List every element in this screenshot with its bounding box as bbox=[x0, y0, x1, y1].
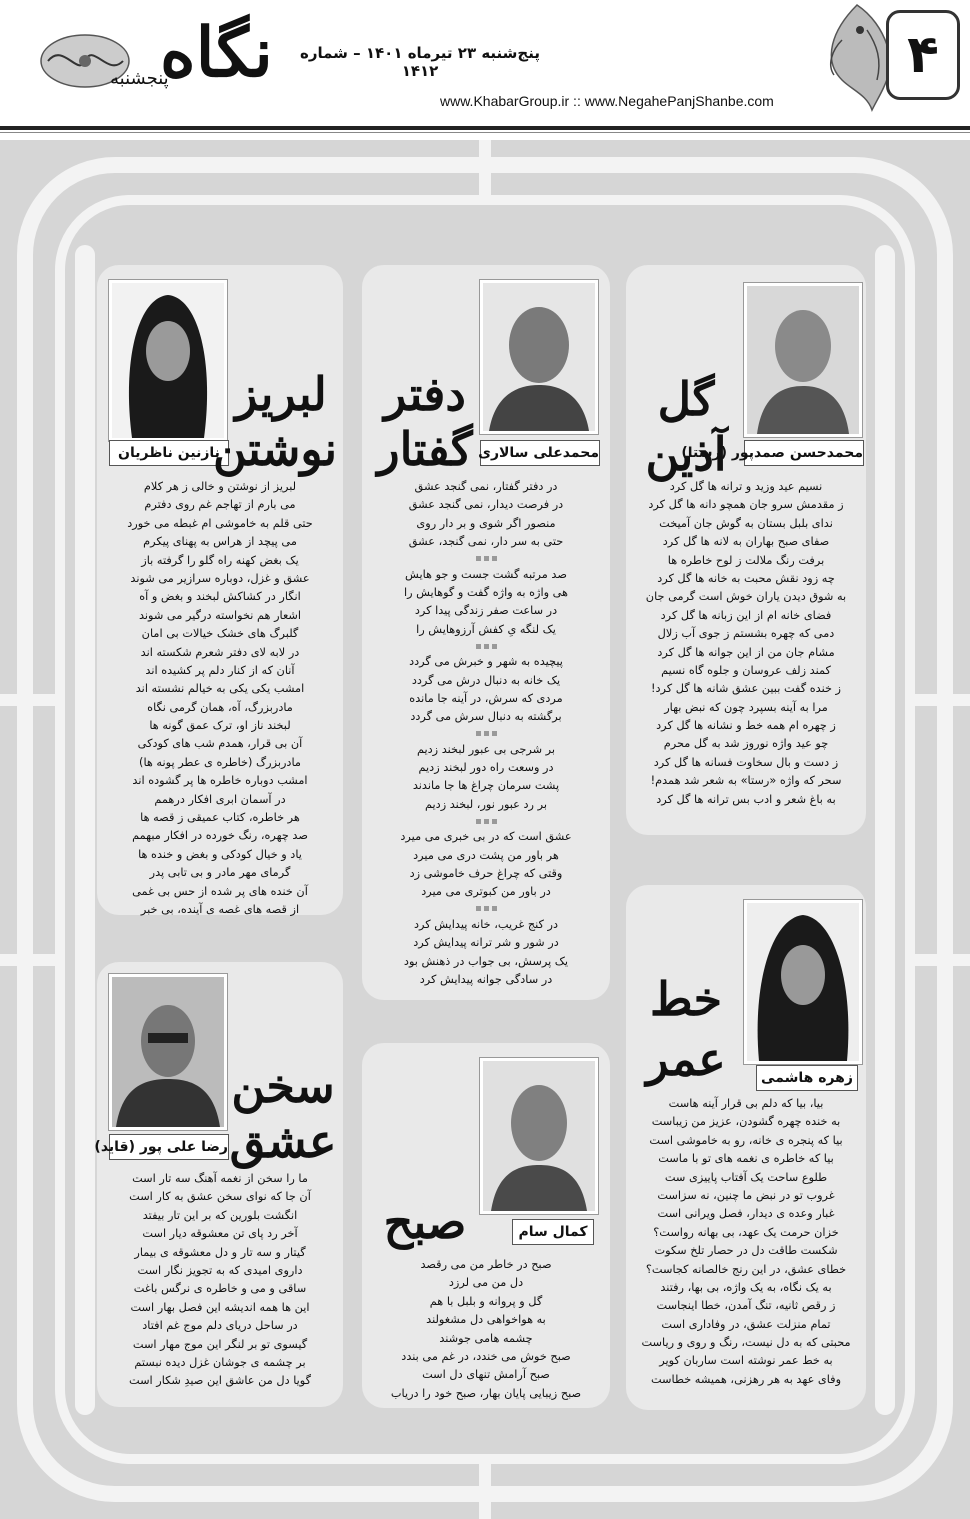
header-rule-thin bbox=[0, 132, 970, 133]
poem-line: تمام منزلت عشق، در وفاداری است bbox=[661, 1317, 831, 1331]
poem-line: یاد و خیال کودکی و بغض و خنده ها bbox=[138, 847, 302, 861]
poem-line: حتی به سر دار، نمی گنجد، عشق bbox=[408, 535, 564, 549]
poem-text-sobh bbox=[362, 1256, 610, 1403]
poem-line: آن بی قرار، همدم شب های کودکی bbox=[137, 737, 303, 751]
poem-line: کمند زلف عروسان و جلوه گاه نسیم bbox=[661, 663, 831, 677]
poem-line: به خنده چهره گشودن، عزیز من زیباست bbox=[651, 1115, 841, 1129]
poem-title-daftar-2: گفتار bbox=[377, 422, 473, 476]
poem-title-khat-2: عمر bbox=[646, 1032, 726, 1086]
poem-line: گیتار و سه تار و دل معشوقه ی بیمار bbox=[134, 1245, 306, 1259]
poem-line: دمی که چهره بشستم ز جوی آب زلال bbox=[657, 627, 835, 641]
poem-line: چشمه هامی جوشند bbox=[439, 1331, 533, 1345]
poem-line: می پیچد از هراس به پهنای پیکرم bbox=[143, 535, 297, 549]
poem-line: چه زود نقش محبت به خانه ها گل کرد bbox=[657, 571, 835, 585]
poem-line: هر باور من پشت دری می میرد bbox=[413, 848, 559, 862]
poem-line: بر رد عبور نور، لبخند زدیم bbox=[425, 797, 547, 811]
issue-date: پنج‌شنبه ۲۳ تیرماه ۱۴۰۱ – شماره ۱۴۱۲ bbox=[299, 44, 540, 80]
poem-line: انگشت بلورین که بر این تار بیفتد bbox=[142, 1208, 298, 1222]
poem-line: غبار وعده ی دیدار، فصل ویرانی است bbox=[657, 1207, 835, 1221]
poem-line: انگار در کشاکش لبخند و بغض و آه bbox=[139, 590, 301, 604]
poem-line: صد چهره، رنگ خورده در افکار مبهمم bbox=[132, 829, 308, 843]
poem-line: داروی امیدی که به تجویز نگار است bbox=[137, 1263, 303, 1277]
poem-line: ز چهره ام همه خط و نشانه ها گل کرد bbox=[656, 719, 836, 733]
poem-line: به هواخواهی دل مشغولند bbox=[426, 1313, 546, 1327]
poem-line: این ها همه اندیشه این فصل بهار است bbox=[130, 1300, 310, 1314]
poem-line: به باغ شعر و ادب بس ترانه ها گل کرد bbox=[656, 792, 836, 806]
poem-line: بر چشمه ی جوشان غزل دیده نبستم bbox=[134, 1355, 306, 1369]
poem-line: صبح زیبایی پایان بهار، صبح خود را دریاب bbox=[390, 1386, 582, 1400]
stanza-separator bbox=[362, 814, 610, 828]
stanza-separator bbox=[362, 902, 610, 916]
poem-title-khat-1: خط bbox=[649, 972, 723, 1026]
poem-line: آنان که از کنار دلم پر کشیده اند bbox=[145, 663, 295, 677]
poem-line: گلبرگ های خشک خیالات بی امان bbox=[141, 627, 299, 641]
poem-line: لبریز از نوشتن و خالی ز هر کلام bbox=[143, 480, 297, 493]
poem-line: پشت سرمان چراغ ها جا ماندند bbox=[412, 779, 560, 793]
poem-line: در فرصت دیدار، نمی گنجد عشق bbox=[408, 498, 564, 512]
poem-card-daftar-goftar bbox=[362, 265, 610, 1000]
poem-line: ما را سخن از نغمه آهنگ سه تار است bbox=[132, 1172, 308, 1185]
poem-line: طلوع ساحت یک آفتاب پاییزی ست bbox=[664, 1170, 828, 1184]
poem-line: مردی که سرش، در آینه جا مانده bbox=[409, 691, 563, 705]
poet-photo-nazerian bbox=[109, 280, 227, 441]
poem-line: یک پرسش، بی جواب در ذهنش بود bbox=[403, 954, 569, 968]
poem-line: به خط عمر نوشته است ساربان کویر bbox=[659, 1354, 833, 1368]
website-urls[interactable]: www.KhabarGroup.ir :: www.NegahePanjShanbe.com bbox=[440, 93, 774, 109]
masthead bbox=[0, 0, 970, 135]
poem-line: آن جا که نوای سخن عشق به کار است bbox=[129, 1190, 311, 1204]
stanza-separator bbox=[362, 639, 610, 653]
poet-photo-salari bbox=[480, 280, 598, 434]
poem-line: امشب یکی یکی به خیالم نشسته اند bbox=[135, 682, 305, 696]
poem-line: می بارم از تهاجم غم روی دفترم bbox=[144, 498, 296, 512]
poem-line: امشب دوباره خاطره ها پر گشوده اند bbox=[132, 774, 308, 788]
header-rule bbox=[0, 126, 970, 130]
poem-line: وقتی که چراغ حرف خاموشی زد bbox=[409, 867, 563, 881]
poem-line: گویا دل من عاشق این صیدِ شکار است bbox=[128, 1374, 311, 1388]
poet-name-hashemi: زهره هاشمی bbox=[756, 1065, 858, 1091]
poem-title-gol-2: آذین bbox=[645, 427, 727, 481]
poem-line: هی واژه به واژه گفت و گوهایش را bbox=[403, 585, 569, 599]
poem-line: برفت رنگ ملالت ز لوح خاطره ها bbox=[667, 553, 825, 567]
poet-name-samadpour: محمدحسن صمدپور (رستا) bbox=[744, 440, 864, 466]
poem-line: بیا که خاطره ی نغمه های تو با ماست bbox=[658, 1152, 834, 1166]
poem-line: به یک نگاه، به یک واژه، بی بها، رفتند bbox=[660, 1280, 832, 1294]
poem-line: دل من می لرزد bbox=[448, 1276, 524, 1290]
poem-line: بیا که پنجره ی خانه، رو به خاموشی است bbox=[649, 1133, 843, 1147]
poem-line: ز رقص ثانیه، تنگ آمدن، خطا اینجاست bbox=[656, 1299, 836, 1313]
poet-photo-samadpour bbox=[744, 283, 862, 437]
poem-line: عشق است که در بی خبری می میرد bbox=[400, 830, 572, 844]
poem-line: پیچیده به شهر و خبرش می گردد bbox=[409, 655, 563, 669]
poet-name-sam: کمال سام bbox=[512, 1219, 594, 1245]
poem-line: گیسوی تو بر لنگر این موج مهار است bbox=[132, 1337, 308, 1351]
poem-line: به شوق دیدن یاران خوش است گرمی جان bbox=[645, 590, 847, 604]
poem-line: چو عید واژه نوروز شد به گل محرم bbox=[663, 737, 829, 751]
poem-line: فضای خانه ام از این زبانه ها گل کرد bbox=[660, 608, 832, 622]
poet-name-salari: محمدعلی سالاری bbox=[480, 440, 600, 466]
poem-line: بر شرجی بی عبور لبخند زدیم bbox=[416, 742, 556, 756]
poem-line: صبح در خاطر من می رقصد bbox=[420, 1258, 552, 1271]
poet-name-nazerian: نازنین ناظریان bbox=[109, 440, 229, 466]
poem-line: در لابه لای دفتر شعرم شکسته اند bbox=[140, 645, 300, 659]
poem-line: یک خانه به دنبال درش می گردد bbox=[411, 673, 561, 687]
poem-line: در باور من کبوتری می میرد bbox=[421, 885, 551, 899]
poem-line: مرا به آینه بسپرد چون که نبض بهار bbox=[664, 700, 828, 714]
poem-line: صفای صبح بهاران به لانه ها گل کرد bbox=[662, 535, 830, 549]
poem-title-sokhan-1: سخن bbox=[231, 1059, 335, 1113]
poem-line: خزان حرمت یک عهد، بی بهانه رواست؟ bbox=[653, 1225, 839, 1239]
newspaper-logo bbox=[20, 8, 273, 118]
logo-title: نگاه bbox=[160, 13, 273, 93]
poem-text-khat bbox=[626, 1095, 866, 1389]
poem-line: در ساعت صفر زندگی پیدا کرد bbox=[414, 604, 558, 618]
poem-line: ساقی و می و خاطره ی نرگس باغت bbox=[133, 1282, 307, 1296]
poem-line: در وسعت راه دور لبخند زدیم bbox=[418, 761, 554, 775]
poem-line: گرمای مهر مادر و بی تابی پدر bbox=[149, 866, 291, 880]
poem-line: ز خنده گفت ببین عشق شانه ها گل کرد! bbox=[650, 682, 842, 696]
stanza-separator bbox=[362, 727, 610, 741]
poem-line: در ساحل دریای دلم موج غم افتاد bbox=[142, 1319, 298, 1333]
poet-photo-alipour bbox=[109, 974, 227, 1130]
poem-line: در کنج غریب، خانه پیدایش کرد bbox=[414, 917, 558, 931]
poem-line: در سادگی جوانه پیدایش کرد bbox=[419, 972, 553, 986]
poem-text-daftar bbox=[362, 478, 610, 989]
poem-line: از قصه های غصه ی آینده، بی خبر bbox=[140, 902, 300, 916]
poem-line: محبتی که به دل نیست، رنگ و روی و ریاست bbox=[641, 1336, 851, 1350]
poem-card-khat-omr bbox=[626, 885, 866, 1410]
poem-line: ز دست و بال سخاوت فسانه ها گل کرد bbox=[653, 755, 839, 769]
poem-line: ندای بلبل بستان به گوش جان آمیخت bbox=[659, 516, 833, 530]
poem-card-sobh bbox=[362, 1043, 610, 1408]
poem-line: صبح آرامش تنهای دل است bbox=[422, 1368, 550, 1382]
poem-title-sokhan-2: عشق bbox=[229, 1114, 337, 1168]
poem-line: وفای عهد به هر رهزنی، همیشه خطاست bbox=[650, 1372, 842, 1386]
poem-text-labriz bbox=[97, 478, 343, 919]
poet-name-alipour: رضا علی پور (قاید) bbox=[109, 1134, 229, 1160]
poem-line: نسیم عید وزید و ترانه ها گل کرد bbox=[669, 480, 823, 493]
poem-line: سحر که واژه «رستا» به شعر شد همدم! bbox=[650, 774, 842, 788]
poem-line: غروب تو در نبض ما چنین، نه سزاست bbox=[657, 1188, 835, 1202]
poem-line: مادربزرگ (خاطره ی عطر پونه ها) bbox=[139, 755, 301, 769]
poem-line: ز مقدمش سرو جان همچو دانه ها گل کرد bbox=[648, 498, 844, 512]
poet-photo-hashemi bbox=[744, 900, 862, 1064]
poem-line: آخر رد پای تن معشوقه دیار است bbox=[142, 1227, 298, 1241]
poem-line: شکست طاقت دل در حصار تلخ سکوت bbox=[654, 1244, 838, 1258]
logo-subtitle: پنجشنبه bbox=[110, 68, 169, 89]
poem-title-gol-1: گل bbox=[657, 372, 715, 426]
poem-line: در دفتر گفتار، نمی گنجد عشق bbox=[414, 480, 558, 493]
poem-card-gol-azin bbox=[626, 265, 866, 835]
poem-text-gol bbox=[626, 478, 866, 809]
poem-line: برگشته به دنبال سرش می گردد bbox=[410, 710, 562, 724]
poem-line: بیا، بیا که دلم بی قرار آینه هاست bbox=[668, 1097, 824, 1110]
poem-line: منصور اگر شوی و بر دار روی bbox=[416, 516, 556, 530]
poem-line: گل و پروانه و بلبل با هم bbox=[429, 1294, 543, 1308]
poem-line: صبح خوش می خندد، در غم می بندد bbox=[401, 1349, 571, 1363]
poem-card-sokhan-eshgh bbox=[94, 962, 343, 1407]
poem-line: خطای عشق، در این رنج خالصانه کجاست؟ bbox=[645, 1262, 847, 1276]
poem-line: اشعار هم نخواسته درگیر می شوند bbox=[138, 608, 302, 622]
poem-line: حتی قلم به خاموشی ام غبطه می خورد bbox=[127, 516, 313, 530]
poem-line: صد مرتبه گشت جست و جو هایش bbox=[405, 567, 567, 581]
page-number: ۴ bbox=[886, 10, 960, 100]
poem-title-sobh: صبح bbox=[383, 1195, 467, 1249]
poem-line: آن خنده های پر شده از حس بی غمی bbox=[132, 884, 308, 898]
poet-photo-sam bbox=[480, 1058, 598, 1214]
stanza-separator bbox=[362, 552, 610, 566]
poem-text-sokhan bbox=[97, 1170, 343, 1391]
poem-line: در آسمان ابری افکار درهمم bbox=[154, 792, 286, 806]
poem-line: یک لنگه یِ کفش آرزوهایش را bbox=[416, 622, 556, 636]
poem-line: در شور و شر ترانه پیدایش کرد bbox=[413, 936, 559, 950]
poem-line: عشق و غزل، دوباره سرازیر می شوند bbox=[130, 571, 310, 585]
poem-line: یک بغض کهنه راه گلو را گرفته باز bbox=[141, 553, 299, 567]
poem-line: لبخند ناز او، ترک عمق گونه ها bbox=[149, 719, 291, 733]
poem-line: مشام جان من از این جوانه ها گل کرد bbox=[657, 645, 835, 659]
poem-title-daftar-1: دفتر bbox=[384, 367, 466, 421]
poem-line: هر خاطره، کتاب عمیقی ز قصه ها bbox=[140, 811, 300, 825]
poem-line: مادربزرگ، آه، همان گرمی نگاه bbox=[147, 700, 293, 714]
poem-card-labriz-neveshtan bbox=[97, 265, 343, 915]
poem-title-labriz-1: لبریز bbox=[235, 367, 327, 421]
poem-title-labriz-2: نوشتن bbox=[212, 422, 337, 476]
